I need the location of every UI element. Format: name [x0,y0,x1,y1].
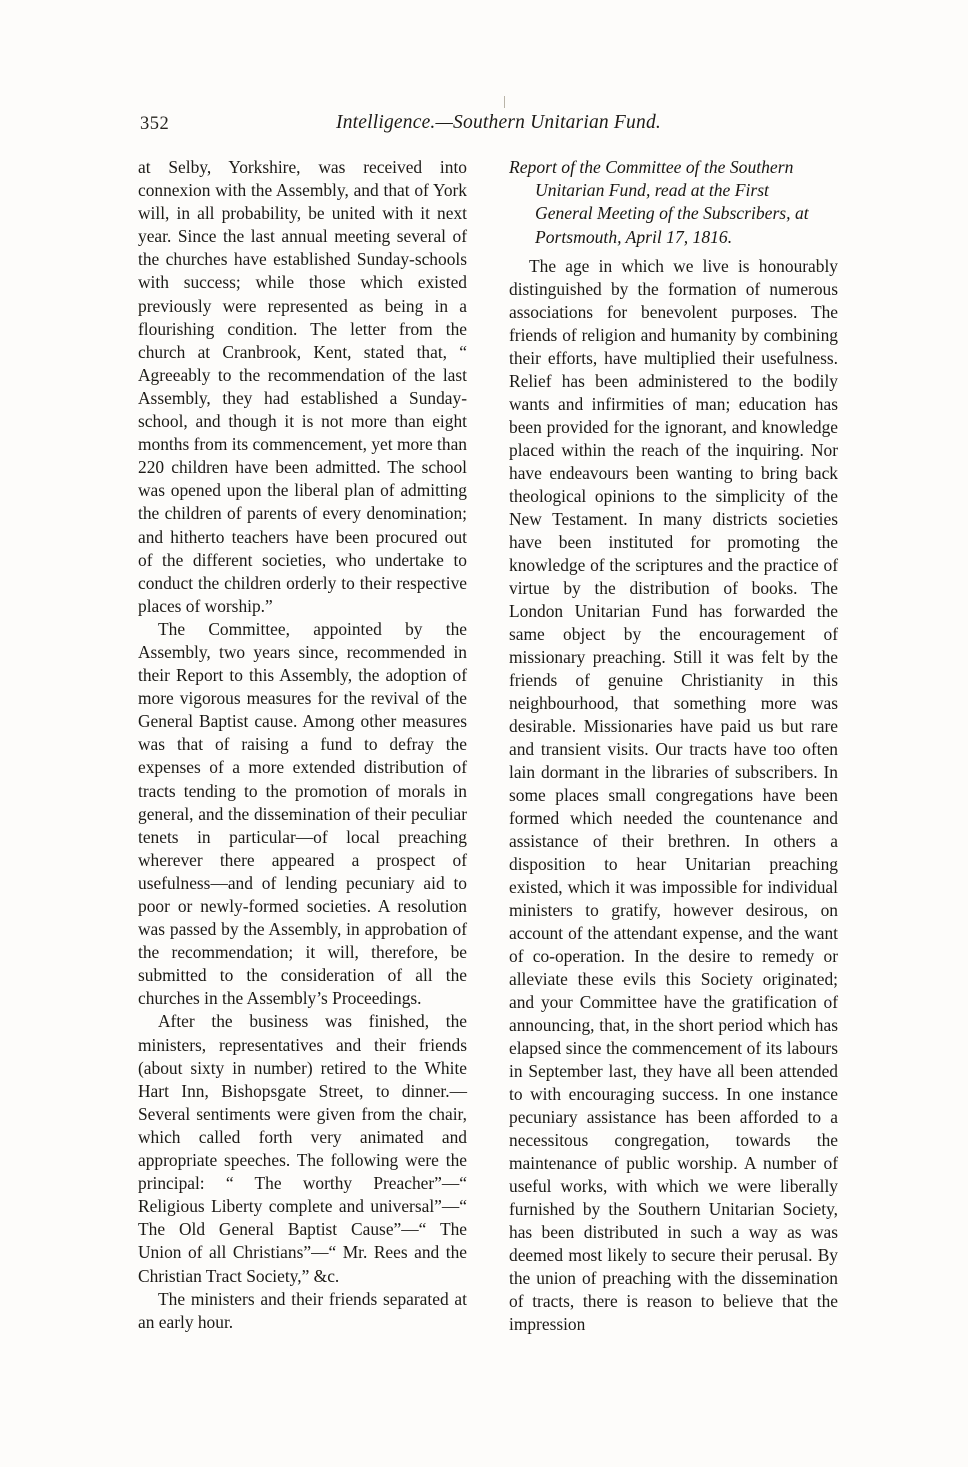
two-column-body [138,156,838,1336]
section-heading-line-4: Portsmouth, April 17, 1816. [535,226,733,247]
page-header [140,112,840,138]
paragraph: The ministers and their friends separated at an early hour. [138,1288,467,1332]
section-heading-line-3: General Meeting of the Subscribers, at [535,203,809,224]
left-column [138,156,467,1336]
running-title: Intelligence.—Southern Unitarian Fund. [336,112,661,133]
section-heading-line-1: Report of the Committee of the Southern [509,157,794,177]
paragraph: After the business was finished, the ministers, representatives and their friends (about sixty in number) retired to the White Hart Inn, Bishopsgate Street, to dinner.—Several sentiments were given from the chair, which called forth very animated and appropriate speeches. The following were the principal: “ The worthy Preacher”—“ Religious Liberty complete and universal”—“ The Old General Baptist Cause”—“ The Union of all Christians”—“ Mr. Rees and the Christian Tract Society,” &c. [138,1011,467,1286]
page-number: 352 [140,114,170,134]
section-heading-line-2: Unitarian Fund, read at the First [535,180,769,201]
paragraph: The Committee, appointed by the Assembly, two years since, recommended in their Report to this Assembly, the adoption of more vigorous measures for the revival of the General Baptist cause. Among other measures was that of raising a fund to defray the expenses of a more extended distribution of tracts tending to the promotion of morals in general, and the dissemination of their peculiar tenets in particular—of local preaching wherever there appeared a prospect of usefulness—and of lending pecuniary aid to poor or newly-formed societies. A resolution was passed by the Assembly, in approbation of the recommendation; it will, therefore, be submitted to the consideration of all the churches in the Assembly’s Proceedings. [138,618,467,1009]
section-heading [509,156,838,249]
paragraph: The age in which we live is honourably distinguished by the formation of numerous associations for benevolent purposes. The friends of religion and humanity by combining their efforts, have multiplied their usefulness. Relief has been administered to the bodily wants and infirmities of man; education has been provided for the ignorant, and knowledge placed within the reach of the inquiring. Nor have endeavours been wanting to bring back theological opinions to the simplicity of the New Testament. In many districts societies have been instituted for promoting the knowledge of the scriptures and the practice of virtue by the distribution of books. The London Unitarian Fund has forwarded the same object by the encouragement of missionary preaching. Still it was felt by the friends of genuine Christianity in this neighbourhood, that something more was desirable. Missionaries have paid us but rare and transient visits. Our tracts have too often lain dormant in the libraries of subscribers. In some places small congregations have been formed which needed the countenance and assistance of their brethren. In others a disposition to hear Unitarian preaching existed, which it was impossible for individual ministers to gratify, however desirous, on account of the attendant expense, and the want of co-operation. In the desire to remedy or alleviate these evils this Society originated; and your Committee have the gratification of announcing, that, in the short period which has elapsed since the commencement of its labours in September last, they have all been attended to with encouraging success. In one instance pecuniary assistance has been afforded to a necessitous congregation, towards the maintenance of public worship. A number of useful works, with which we were liberally furnished by the Southern Unitarian Society, has been distributed in such a way as was deemed most likely to secure their perusal. By the union of preaching with the dissemination of tracts, there is reason to believe that the impression [509,255,838,1334]
right-column [509,156,838,1336]
paragraph: at Selby, Yorkshire, was received into connexion with the Assembly, and that of York will, in all probability, be united with it next year. Since the last annual meeting several of the churches have established Sunday-schools with success; while those which existed previously were represented as being in a flourishing condition. The letter from the church at Cranbrook, Kent, stated that, “ Agreeably to the recommendation of the last Assembly, they had established a Sunday-school, and though it is not more than eight months from its commencement, yet more than 220 children have been admitted. The school was opened upon the liberal plan of admitting the children of parents of every denomination; and hitherto teachers have been procured out of the different societies, who undertake to conduct the children orderly to their respective places of worship.” [138,157,467,616]
page-edge-mark [504,96,505,108]
